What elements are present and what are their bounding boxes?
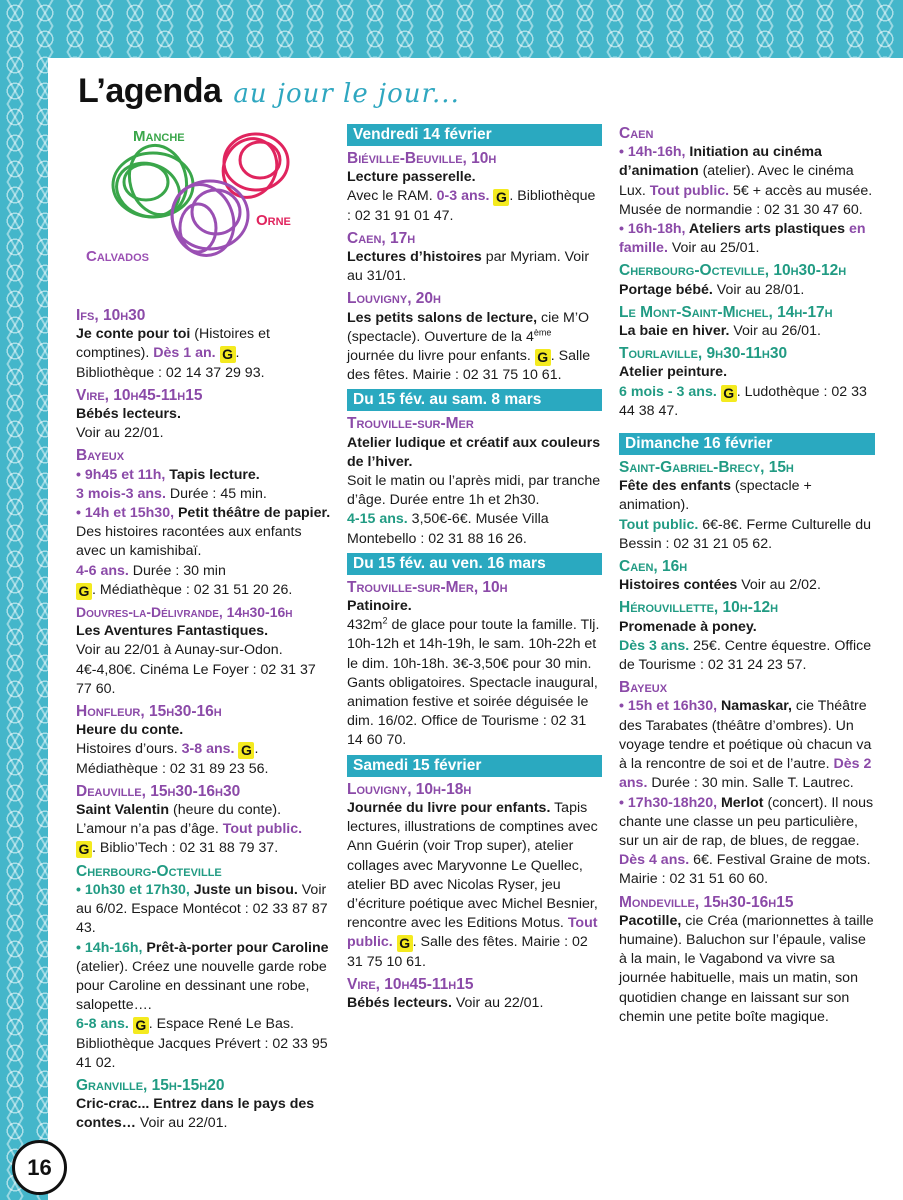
event-place: Caen, 17h bbox=[347, 229, 416, 247]
date-header: Du 15 fév. au ven. 16 mars bbox=[347, 553, 602, 575]
event-entry bbox=[619, 697, 875, 889]
event-entry bbox=[347, 309, 602, 386]
event-place: Louvigny, 10h-18h bbox=[347, 780, 472, 798]
event-text: . bbox=[235, 345, 240, 362]
event-title: Petit théâtre de papier. bbox=[174, 505, 331, 522]
event-title: Ateliers arts plastiques bbox=[685, 221, 846, 238]
age-tag: Tout public. bbox=[222, 821, 303, 838]
event-text: Voir au 22/01. bbox=[451, 994, 544, 1011]
date-header: Vendredi 14 février bbox=[347, 124, 602, 146]
event-text: 432m bbox=[347, 617, 383, 634]
event-title: Lectures d’histoires bbox=[347, 249, 482, 266]
event-place: Vire, 10h45-11h15 bbox=[347, 975, 474, 993]
event-place: Honfleur, 15h30-16h bbox=[76, 703, 222, 721]
event-entry bbox=[619, 143, 875, 258]
event-time: • 14h-16h, bbox=[619, 144, 686, 161]
date-header: Dimanche 16 février bbox=[619, 433, 875, 455]
event-time: • 17h30-18h20, bbox=[619, 794, 718, 811]
event-text: par Myriam. Voir au 31/01. bbox=[347, 249, 590, 285]
event-time: • 14h et 15h30, bbox=[76, 505, 175, 522]
age-tag: Tout public. bbox=[649, 182, 730, 199]
age-tag: 6 mois - 3 ans. bbox=[619, 383, 717, 400]
event-title: Fête des enfants bbox=[619, 478, 731, 495]
event-title: La baie en hiver. bbox=[619, 323, 730, 340]
event-contact: . Médiathèque : 02 31 51 20 26. bbox=[92, 581, 293, 598]
event-title: Atelier ludique et créatif aux couleurs de l’hiver. bbox=[347, 434, 601, 470]
event-entry bbox=[76, 466, 332, 600]
event-text: Histoires d’ours. bbox=[76, 741, 182, 758]
age-tag: Tout public. bbox=[619, 516, 699, 533]
event-text: journée du livre pour enfants. bbox=[347, 348, 535, 365]
age-tag: Dès 1 an. bbox=[153, 345, 216, 362]
event-contact: Bibliothèque : 02 14 37 29 93. bbox=[76, 364, 265, 381]
event-title: Les petits salons de lecture, bbox=[347, 309, 538, 326]
age-tag: Tout public. bbox=[347, 915, 598, 951]
event-contact: . Biblio’Tech : 02 31 88 79 37. bbox=[92, 840, 279, 857]
age-tag: 0-3 ans. bbox=[436, 188, 490, 205]
age-tag: Dès 4 ans. bbox=[619, 852, 690, 869]
event-title: Initiation au cinéma d’animation bbox=[619, 144, 822, 180]
g-badge-icon: G bbox=[133, 1017, 149, 1034]
event-place: Trouville-sur-Mer bbox=[347, 415, 474, 433]
event-place: Cherbourg-Octeville, 10h30-12h bbox=[619, 262, 847, 280]
event-contact: . Salle des fêtes. Mairie : 02 31 75 10 61. bbox=[347, 934, 588, 970]
event-entry bbox=[76, 721, 332, 779]
event-text: de glace pour toute la famille. Tlj. 10h-12h et 14h-19h, le sam. 10h-22h et le dim. 10h-18h. 3€-3,50€ pour 30 min. Gants obligatoires. Spectacle inaugural, animation festive et soirée déguisée le dim. 16/02. Office de Tourisme : 02 31 14 60 70. bbox=[347, 617, 600, 749]
scribble-map-icon bbox=[78, 120, 318, 295]
map-label-calvados: Calvados bbox=[86, 248, 149, 265]
column-2 bbox=[347, 124, 602, 1013]
event-contact: . Médiathèque : 02 31 89 23 56. bbox=[76, 741, 269, 777]
event-entry bbox=[347, 994, 602, 1013]
map-label-orne: Orne bbox=[256, 212, 291, 229]
event-text: Tapis lectures, illustrations de comptines avec Ann Guérin (voir Trop super), atelier collages avec Maryvonne Le Quellec, atelier BD avec Nicolas Ryser, jeu d’écriture poétique avec Michel Besnier, rencontre avec les Editions Motus. bbox=[347, 799, 598, 932]
event-place: Le Mont-Saint-Michel, 14h-17h bbox=[619, 303, 833, 321]
event-time: • 15h et 16h30, bbox=[619, 698, 718, 715]
event-place: Biéville-Beuville, 10h bbox=[347, 150, 497, 167]
event-title: Portage bébé. bbox=[619, 281, 713, 298]
age-tag: Dès 2 ans. bbox=[619, 756, 872, 792]
map-label-manche: Manche bbox=[133, 128, 185, 145]
event-entry bbox=[347, 434, 602, 549]
event-title: Atelier peinture. bbox=[619, 364, 728, 381]
event-text: Voir au 28/01. bbox=[712, 281, 805, 298]
event-entry bbox=[347, 597, 602, 751]
event-entry bbox=[76, 881, 332, 1073]
event-contact: 6€. Festival Graine de mots. Mairie : 02 31 51 60 60. bbox=[619, 852, 871, 888]
event-contact: . Salle des fêtes. Mairie : 02 31 75 10 61. bbox=[347, 348, 591, 384]
event-text: Durée : 45 min. bbox=[165, 485, 267, 502]
event-text: Voir au 6/02. Espace Montécot : 02 33 87 87 43. bbox=[76, 881, 328, 937]
event-entry bbox=[619, 477, 875, 554]
event-entry bbox=[347, 168, 602, 226]
event-contact: 25€. Centre équestre. Office de Tourisme : 02 31 24 23 57. bbox=[619, 637, 872, 674]
department-map bbox=[78, 120, 318, 295]
event-entry bbox=[76, 801, 332, 859]
event-title: Patinoire. bbox=[347, 598, 412, 615]
event-text: Des histoires racontées aux enfants avec un kamishibaï. bbox=[76, 524, 302, 560]
event-contact: 5€ + accès au musée. Musée de normandie : 02 31 30 47 60. bbox=[619, 182, 873, 218]
event-text: (Histoires et comptines). bbox=[76, 326, 270, 362]
event-contact: . Ludothèque : 02 33 44 38 47. bbox=[619, 383, 867, 419]
event-contact: . Espace René Le Bas. Bibliothèque Jacques Prévert : 02 33 95 41 02. bbox=[76, 1016, 328, 1071]
event-place: Ifs, 10h30 bbox=[76, 307, 146, 324]
event-text: Voir au 2/02. bbox=[737, 577, 821, 594]
event-title: Pacotille, bbox=[619, 912, 682, 929]
g-badge-icon: G bbox=[220, 346, 236, 363]
event-text: Voir au 22/01 à Aunay-sur-Odon. 4€-4,80€. Cinéma Le Foyer : 02 31 37 77 60. bbox=[76, 642, 316, 697]
event-place: Caen, 16h bbox=[619, 558, 688, 576]
event-text: cie Théâtre des Tarabates (théâtre d’ombres). Un voyage tendre et poétique où chacun va à la rencontre de soi et de l’autre. bbox=[619, 698, 872, 773]
event-title: Bébés lecteurs. bbox=[76, 406, 181, 423]
event-text: Voir au 22/01. bbox=[135, 1115, 228, 1132]
event-entry bbox=[619, 281, 875, 300]
date-header: Du 15 fév. au sam. 8 mars bbox=[347, 389, 602, 411]
event-entry bbox=[76, 325, 332, 383]
age-tag: 3 mois-3 ans. bbox=[76, 485, 166, 502]
event-contact: 3,50€-6€. Musée Villa Montebello : 02 31 88 16 26. bbox=[347, 511, 549, 547]
date-header: Samedi 15 février bbox=[347, 755, 602, 777]
g-badge-icon: G bbox=[76, 583, 92, 600]
event-place: Louvigny, 20h bbox=[347, 290, 441, 308]
event-place: Caen bbox=[619, 125, 654, 142]
event-text: Voir au 25/01. bbox=[667, 240, 760, 257]
event-entry bbox=[619, 618, 875, 676]
age-tag: 4-6 ans. bbox=[76, 562, 129, 579]
age-tag: 6-8 ans. bbox=[76, 1016, 129, 1033]
event-title: Lecture passerelle. bbox=[347, 169, 476, 186]
event-entry bbox=[347, 248, 602, 286]
age-tag: 3-8 ans. bbox=[181, 741, 235, 758]
g-badge-icon: G bbox=[397, 935, 413, 952]
g-badge-icon: G bbox=[721, 385, 737, 402]
event-place: Trouville-sur-Mer, 10h bbox=[347, 578, 508, 596]
column-1 bbox=[76, 303, 332, 1134]
event-entry bbox=[619, 576, 875, 595]
event-title: Bébés lecteurs. bbox=[347, 994, 452, 1011]
age-tag: en famille. bbox=[619, 221, 866, 257]
g-badge-icon: G bbox=[238, 742, 254, 759]
event-place: Tourlaville, 9h30-11h30 bbox=[619, 345, 788, 363]
event-title: Journée du livre pour enfants. bbox=[347, 799, 551, 816]
event-text: Durée : 30 min. Salle T. Lautrec. bbox=[647, 775, 854, 792]
event-contact: . Bibliothèque : 02 31 91 01 47. bbox=[347, 188, 596, 224]
event-time: • 10h30 et 17h30, bbox=[76, 881, 190, 898]
page-title: L’agenda bbox=[78, 72, 222, 110]
event-text: (concert). Il nous chante une classe un peu particulière, sur un air de rap, de blues, de reggae. bbox=[619, 794, 874, 849]
event-place: Bayeux bbox=[619, 679, 668, 697]
event-time: • 9h45 et 11h, bbox=[76, 466, 166, 483]
event-time: • 14h-16h, bbox=[76, 939, 143, 956]
event-title: Cric-crac... Entrez dans le pays des contes… bbox=[76, 1096, 315, 1132]
event-text: cie Créa (marionnettes à taille humaine). Baluchon sur l’épaule, valise à la main, le Vagabond va vivre sa journée habituelle, mais un matin, son quotidien change en laissant sur son chemin une petite boîte magique. bbox=[619, 912, 874, 1025]
event-text: Voir au 26/01. bbox=[729, 323, 821, 340]
event-entry bbox=[76, 1095, 332, 1133]
event-title: Heure du conte. bbox=[76, 722, 184, 739]
superscript: 2 bbox=[382, 615, 388, 626]
event-place: Deauville, 15h30-16h30 bbox=[76, 782, 241, 800]
age-tag: 4-15 ans. bbox=[347, 511, 408, 528]
event-entry bbox=[619, 322, 875, 341]
event-text: Voir au 22/01. bbox=[76, 425, 164, 442]
event-text: (spectacle + animation). bbox=[619, 478, 812, 514]
event-entry bbox=[619, 912, 875, 1027]
page-number: 16 bbox=[12, 1140, 67, 1195]
event-title: Tapis lecture. bbox=[165, 466, 260, 483]
event-place: Bayeux bbox=[76, 447, 125, 465]
event-title: Saint Valentin bbox=[76, 802, 170, 819]
event-text: Durée : 30 min bbox=[128, 562, 226, 579]
page-header bbox=[78, 72, 460, 112]
g-badge-icon: G bbox=[76, 841, 92, 858]
event-title: Juste un bisou. bbox=[189, 881, 298, 898]
event-text: (atelier). Créez une nouvelle garde robe pour Caroline en dessinant une robe, salopette…. bbox=[76, 958, 327, 1014]
superscript: ème bbox=[533, 327, 552, 338]
event-text: Avec le RAM. bbox=[347, 188, 437, 205]
age-tag: Dès 3 ans. bbox=[619, 637, 690, 654]
event-title: Histoires contées bbox=[619, 577, 738, 594]
g-badge-icon: G bbox=[535, 349, 551, 366]
event-title: Prêt-à-porter pour Caroline bbox=[142, 939, 329, 956]
event-title: Namaskar, bbox=[717, 698, 792, 715]
event-entry bbox=[76, 405, 332, 443]
event-text: cie M’O (spectacle). Ouverture de la 4 bbox=[347, 309, 590, 345]
event-entry bbox=[76, 622, 332, 699]
event-time: • 16h-18h, bbox=[619, 221, 686, 238]
event-place: Mondeville, 15h30-16h15 bbox=[619, 893, 794, 911]
event-title: Les Aventures Fantastiques. bbox=[76, 623, 269, 640]
event-title: Je conte pour toi bbox=[76, 326, 191, 343]
g-badge-icon: G bbox=[493, 189, 509, 206]
column-3 bbox=[619, 124, 875, 1027]
event-text: Soit le matin ou l’après midi, par tranche d’âge. Durée entre 1h et 2h30. bbox=[347, 473, 601, 509]
page-subtitle: au jour le jour... bbox=[233, 79, 460, 109]
event-entry bbox=[619, 363, 875, 421]
event-entry bbox=[347, 799, 602, 972]
event-place: Granville, 15h-15h20 bbox=[76, 1076, 225, 1094]
event-place: Douvres-la-Délivrande, 14h30-16h bbox=[76, 604, 293, 621]
event-title: Merlot bbox=[717, 794, 764, 811]
event-place: Cherbourg-Octeville bbox=[76, 862, 222, 880]
event-title: Promenade à poney. bbox=[619, 618, 757, 635]
event-place: Vire, 10h45-11h15 bbox=[76, 386, 203, 404]
event-text: (heure du conte). L’amour n’a pas d’âge. bbox=[76, 802, 282, 838]
event-place: Saint-Gabriel-Brecy, 15h bbox=[619, 459, 794, 477]
event-place: Hérouvillette, 10h-12h bbox=[619, 599, 779, 617]
event-text: (atelier). Avec le cinéma Lux. bbox=[619, 163, 854, 199]
event-contact: 6€-8€. Ferme Culturelle du Bessin : 02 31 21 05 62. bbox=[619, 516, 872, 552]
